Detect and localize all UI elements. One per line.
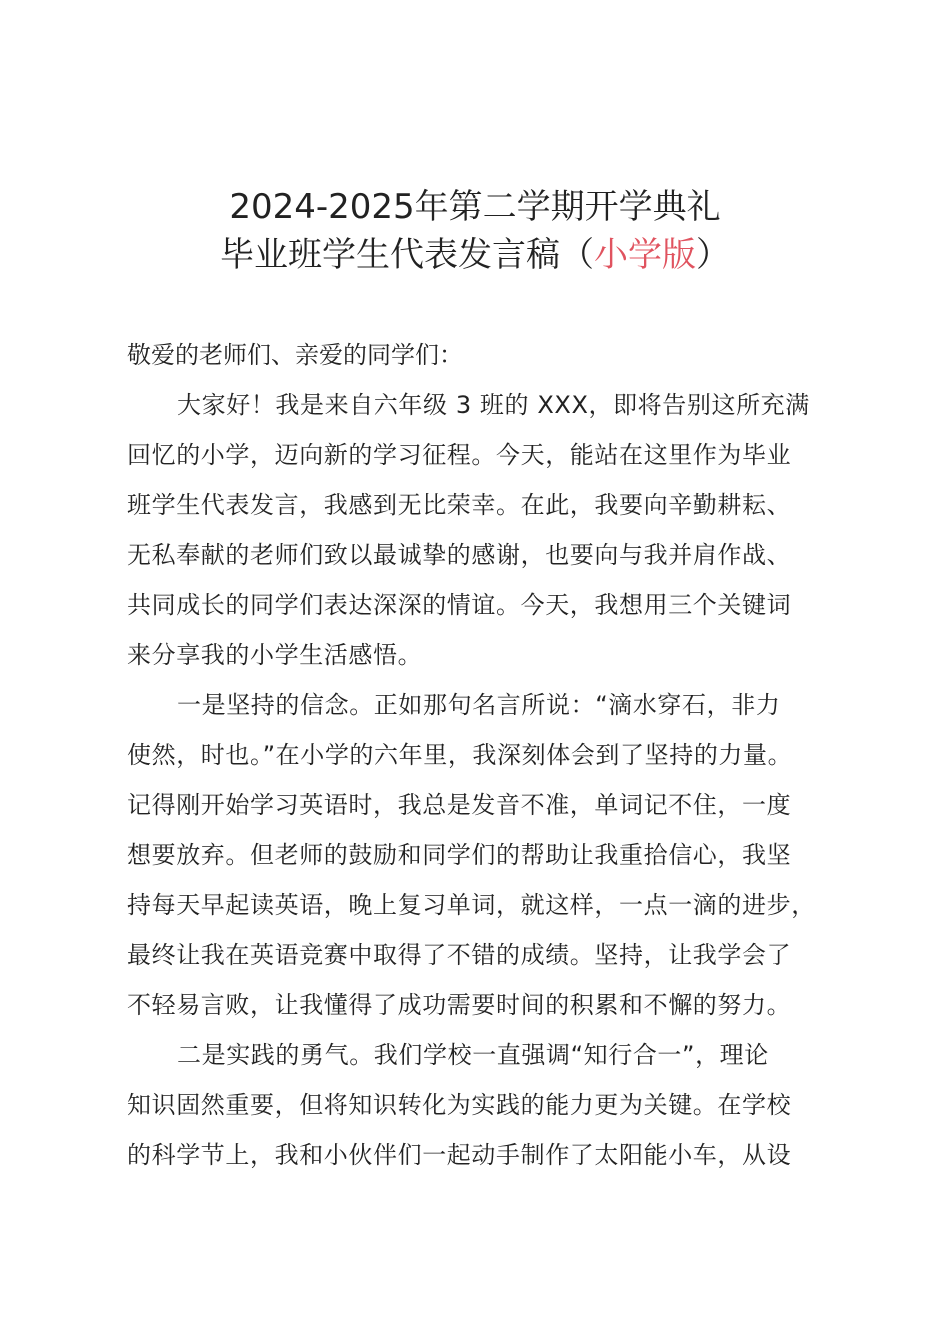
paragraph-line: 共同成长的同学们表达深深的情谊。今天，我想用三个关键词: [127, 591, 792, 619]
title-end-text: ）: [696, 235, 730, 275]
paragraph-line: 知识固然重要，但将知识转化为实践的能力更为关键。在学校: [127, 1091, 792, 1119]
paragraph-line: 无私奉献的老师们致以最诚挚的感谢，也要向与我并肩作战、: [127, 541, 792, 569]
document-title-line-1: 2024-2025年第二学期开学典礼: [229, 187, 721, 227]
paragraph-line: 不轻易言败，让我懂得了成功需要时间的积累和不懈的努力。: [127, 991, 792, 1019]
paragraph-line: 使然，时也。”在小学的六年里，我深刻体会到了坚持的力量。: [127, 741, 793, 769]
paragraph-line: 的科学节上，我和小伙伴们一起动手制作了太阳能小车，从设: [127, 1141, 792, 1169]
title-accent-text: 小学版: [594, 235, 696, 275]
paragraph-line: 大家好！我是来自六年级 3 班的 XXX，即将告别这所充满: [177, 391, 810, 419]
document-title-line-2: [0, 231, 950, 279]
paragraph-line: 来分享我的小学生活感悟。: [127, 641, 423, 669]
salutation: 敬爱的老师们、亲爱的同学们：: [127, 341, 463, 369]
paragraph-line: 想要放弃。但老师的鼓励和同学们的帮助让我重拾信心，我坚: [127, 841, 792, 869]
paragraph-line: 二是实践的勇气。我们学校一直强调“知行合一”，理论: [177, 1041, 769, 1069]
paragraph-line: 记得刚开始学习英语时，我总是发音不准，单词记不住，一度: [127, 791, 792, 819]
paragraph-line: 一是坚持的信念。正如那句名言所说：“滴水穿石，非力: [177, 691, 781, 719]
paragraph-line: 回忆的小学，迈向新的学习征程。今天，能站在这里作为毕业: [127, 441, 792, 469]
title-main-text: 毕业班学生代表发言稿（: [220, 235, 594, 275]
paragraph-line: 最终让我在英语竞赛中取得了不错的成绩。坚持，让我学会了: [127, 941, 792, 969]
paragraph-line: 持每天早起读英语，晚上复习单词，就这样，一点一滴的进步，: [127, 891, 816, 919]
paragraph-line: 班学生代表发言，我感到无比荣幸。在此，我要向辛勤耕耘、: [127, 491, 792, 519]
